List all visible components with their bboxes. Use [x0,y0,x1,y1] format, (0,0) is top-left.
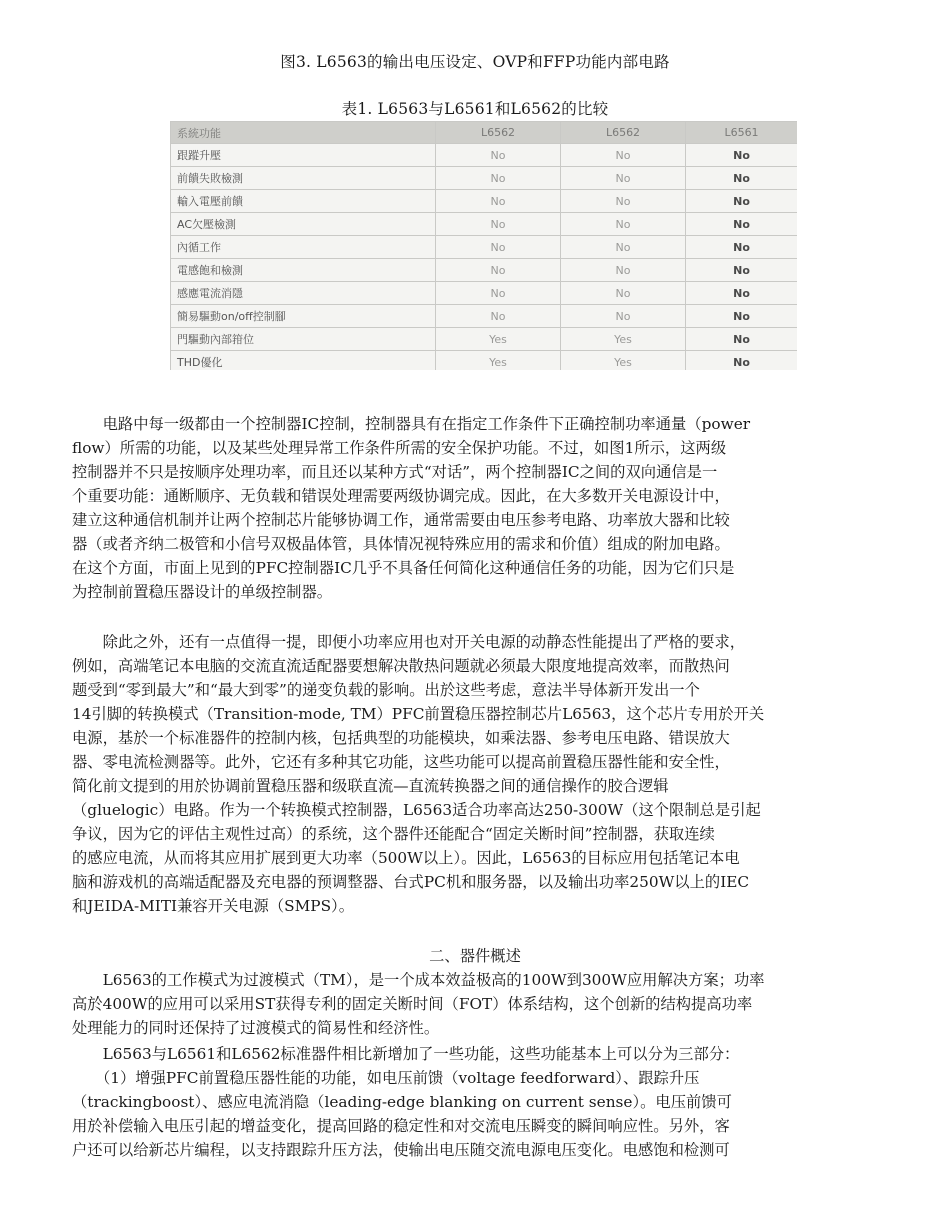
table-cell-value: No [686,167,798,190]
figure-caption: 图3. L6563的输出电压设定、OVP和FFP功能内部电路 [280,53,670,71]
table-cell-value: Yes [436,328,561,351]
table-cell-function: AC欠壓檢測 [171,213,436,236]
table-row [171,213,798,236]
table-cell-value: Yes [561,351,686,371]
text-line: 14引脚的转换模式（Transition-mode, TM）PFC前置稳压器控制芯片L6563，这个芯片专用於开关 [72,705,765,723]
table-cell-function: 前饋失敗檢測 [171,167,436,190]
table-cell-value: No [436,305,561,328]
table-cell-value: No [436,167,561,190]
section-title: 二、器件概述 [429,947,521,965]
table-cell-value: No [561,259,686,282]
table-row [171,259,798,282]
table-cell-value: No [686,351,798,371]
text-line: 控制器并不只是按顺序处理功率，而且还以某种方式“对话”，两个控制器IC之间的双向通信是一 [72,463,718,481]
text-line: 户还可以给新芯片编程，以支持跟踪升压方法，使输出电压随交流电源电压变化。电感饱和检测可 [72,1141,730,1159]
table-cell-value: No [436,236,561,259]
table-caption: 表1. L6563与L6561和L6562的比较 [341,100,609,118]
table-cell-value: No [686,144,798,167]
table-cell-value: No [436,144,561,167]
text-line: 建立这种通信机制并让两个控制芯片能够协调工作，通常需要由电压参考电路、功率放大器和比较 [72,511,730,529]
text-line: 除此之外，还有一点值得一提，即便小功率应用也对开关电源的动静态性能提出了严格的要求， [72,633,746,651]
text-line: 用於补偿输入电压引起的增益变化，提高回路的稳定性和对交流电压瞬变的瞬间响应性。另外，客 [72,1117,730,1135]
header-col3: L6561 [686,122,798,144]
text-line: flow）所需的功能，以及某些处理异常工作条件所需的安全保护功能。不过，如图1所示，这两级 [72,439,727,457]
text-line: 高於400W的应用可以采用ST获得专利的固定关断时间（FOT）体系结构，这个创新的结构提高功率 [72,995,753,1013]
table-cell-value: No [561,213,686,236]
table-cell-value: No [561,305,686,328]
table-cell-value: No [686,236,798,259]
table-row [171,167,798,190]
text-line: 电源，基於一个标准器件的控制内核，包括典型的功能模块，如乘法器、参考电压电路、错误放大 [72,729,730,747]
table-cell-value: No [436,213,561,236]
text-line: 电路中每一级都由一个控制器IC控制，控制器具有在指定工作条件下正确控制功率通量（power [72,415,751,433]
text-line: 例如，高端笔记本电脑的交流直流适配器要想解决散热问题就必须最大限度地提高效率，而散热问 [72,657,730,675]
table-cell-function: 電感飽和檢測 [171,259,436,282]
table-cell-value: No [686,305,798,328]
text-line: 和JEIDA-MITI兼容开关电源（SMPS）。 [72,897,355,915]
table-cell-value: Yes [561,328,686,351]
paragraph-3 [72,968,878,1040]
table-row [171,282,798,305]
text-line: L6563的工作模式为过渡模式（TM），是一个成本效益极高的100W到300W应用解决方案；功率 [72,971,765,989]
table-cell-function: 簡易驅動on/off控制腳 [171,305,436,328]
table-cell-value: No [436,190,561,213]
table-cell-function: 跟蹤升壓 [171,144,436,167]
comparison-table [170,121,797,370]
text-line: （gluelogic）电路。作为一个转换模式控制器，L6563适合功率高达250-300W（这个限制总是引起 [72,801,761,819]
text-line: 的感应电流，从而将其应用扩展到更大功率（500W以上）。因此，L6563的目标应用包括笔记本电 [72,849,740,867]
header-col1: L6562 [436,122,561,144]
table-cell-function: 門驅動內部箝位 [171,328,436,351]
paragraph-2 [72,630,878,918]
table-row [171,190,798,213]
table-row [171,328,798,351]
text-line: 为控制前置稳压器设计的单级控制器。 [72,583,333,601]
table-row [171,236,798,259]
text-line: 器（或者齐纳二极管和小信号双极晶体管，具体情况视特殊应用的需求和价值）组成的附加电路。 [72,535,730,553]
text-line: （trackingboost）、感应电流消隐（leading-edge blanking on current sense）。电压前馈可 [72,1093,732,1111]
table-row [171,305,798,328]
table-cell-value: No [686,282,798,305]
table-row [171,351,798,371]
table-cell-value: No [436,259,561,282]
table-cell-value: No [561,282,686,305]
text-line: （1）增强PFC前置稳压器性能的功能，如电压前馈（voltage feedforward）、跟踪升压 [72,1069,700,1087]
table-row [171,144,798,167]
table-cell-function: 感應電流消隱 [171,282,436,305]
table-cell-value: No [561,190,686,213]
text-line: L6563与L6561和L6562标准器件相比新增加了一些功能，这些功能基本上可以分为三部分： [72,1045,740,1063]
header-col2: L6562 [561,122,686,144]
table-cell-value: No [561,236,686,259]
text-line: 争议，因为它的评估主观性过高）的系统，这个器件还能配合“固定关断时间”控制器，获取连续 [72,825,715,843]
table-cell-value: No [436,282,561,305]
text-line: 处理能力的同时还保持了过渡模式的简易性和经济性。 [72,1019,440,1037]
table-cell-value: No [686,259,798,282]
paragraph-4 [72,1042,878,1162]
table-header-row [171,122,798,144]
table-cell-value: No [686,328,798,351]
text-line: 在这个方面，市面上见到的PFC控制器IC几乎不具备任何简化这种通信任务的功能，因为它们只是 [72,559,735,577]
table-cell-value: No [561,167,686,190]
text-line: 个重要功能：通断顺序、无负载和错误处理需要两级协调完成。因此，在大多数开关电源设计中， [72,487,730,505]
table-cell-value: Yes [436,351,561,371]
table-cell-value: No [686,190,798,213]
comparison-table-image [170,121,797,370]
table-cell-function: 輸入電壓前饋 [171,190,436,213]
header-function: 系統功能 [171,122,436,144]
text-line: 题受到“零到最大”和“最大到零”的递变负载的影响。出於这些考虑，意法半导体新开发出一个 [72,681,700,699]
table-cell-value: No [561,144,686,167]
table-cell-function: THD優化 [171,351,436,371]
text-line: 器、零电流检测器等。此外，它还有多种其它功能，这些功能可以提高前置稳压器性能和安全性， [72,753,730,771]
table-cell-function: 內循工作 [171,236,436,259]
paragraph-1 [72,412,878,604]
table-cell-value: No [686,213,798,236]
text-line: 脑和游戏机的高端适配器及充电器的预调整器、台式PC机和服务器，以及输出功率250W以上的IEC [72,873,750,891]
text-line: 简化前文提到的用於协调前置稳压器和级联直流—直流转换器之间的通信操作的胶合逻辑 [72,777,669,795]
